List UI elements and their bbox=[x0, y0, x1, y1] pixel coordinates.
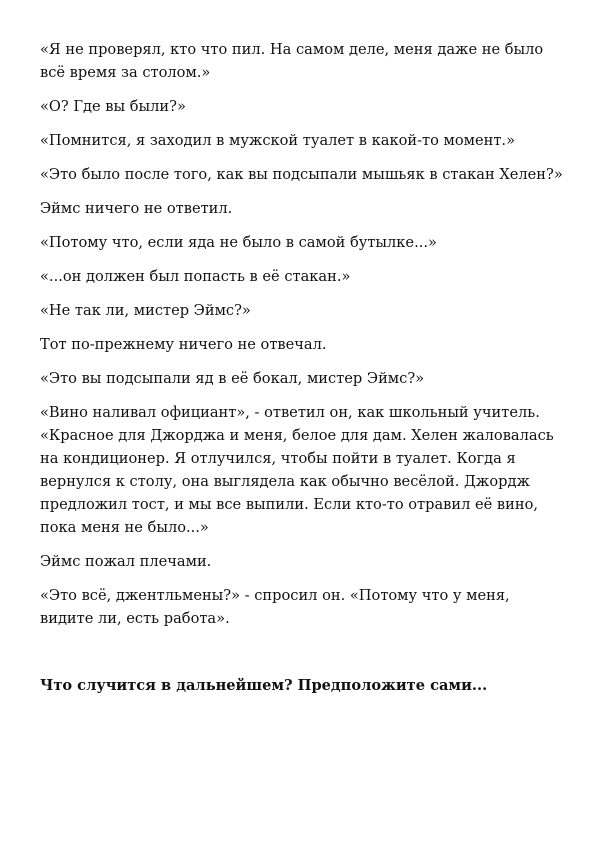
paragraph-1: «Я не проверял, кто что пил. На самом деле, меня даже не было всё время за столом.» bbox=[40, 41, 544, 81]
paragraph-13: «Это всё, джентльмены?» - спросил он. «Потому что у меня, видите ли, есть работа». bbox=[40, 587, 510, 627]
paragraph-9: Тот по-прежнему ничего не отвечал. bbox=[40, 336, 327, 353]
story-text bbox=[40, 38, 565, 708]
paragraph-11: «Вино наливал официант», - ответил он, как школьный учитель. «Красное для Джорджа и меня, белое для дам. Хелен жаловалась на кондиционер. Я отлучился, чтобы пойти в туалет. Когда я вернулся к столу, она выглядела как обычно весёлой. Джордж предложил тост, и мы все выпили. Если кто-то отравил её вино, пока меня не было...» bbox=[40, 404, 554, 536]
paragraph-4: «Это было после того, как вы подсыпали мышьяк в стакан Хелен?» bbox=[40, 166, 563, 183]
paragraph-5: Эймс ничего не ответил. bbox=[40, 200, 233, 217]
paragraph-8: «Не так ли, мистер Эймс?» bbox=[40, 302, 251, 319]
paragraph-6: «Потому что, если яда не было в самой бутылке...» bbox=[40, 234, 437, 251]
paragraph-7: «...он должен был попасть в её стакан.» bbox=[40, 268, 351, 285]
paragraph-3: «Помнится, я заходил в мужской туалет в какой-то момент.» bbox=[40, 132, 516, 149]
paragraph-2: «О? Где вы были?» bbox=[40, 98, 186, 115]
paragraph-12: Эймс пожал плечами. bbox=[40, 553, 212, 570]
closing-question: Что случится в дальнейшем? Предположите сами... bbox=[40, 677, 488, 694]
paragraph-10: «Это вы подсыпали яд в её бокал, мистер Эймс?» bbox=[40, 370, 425, 387]
